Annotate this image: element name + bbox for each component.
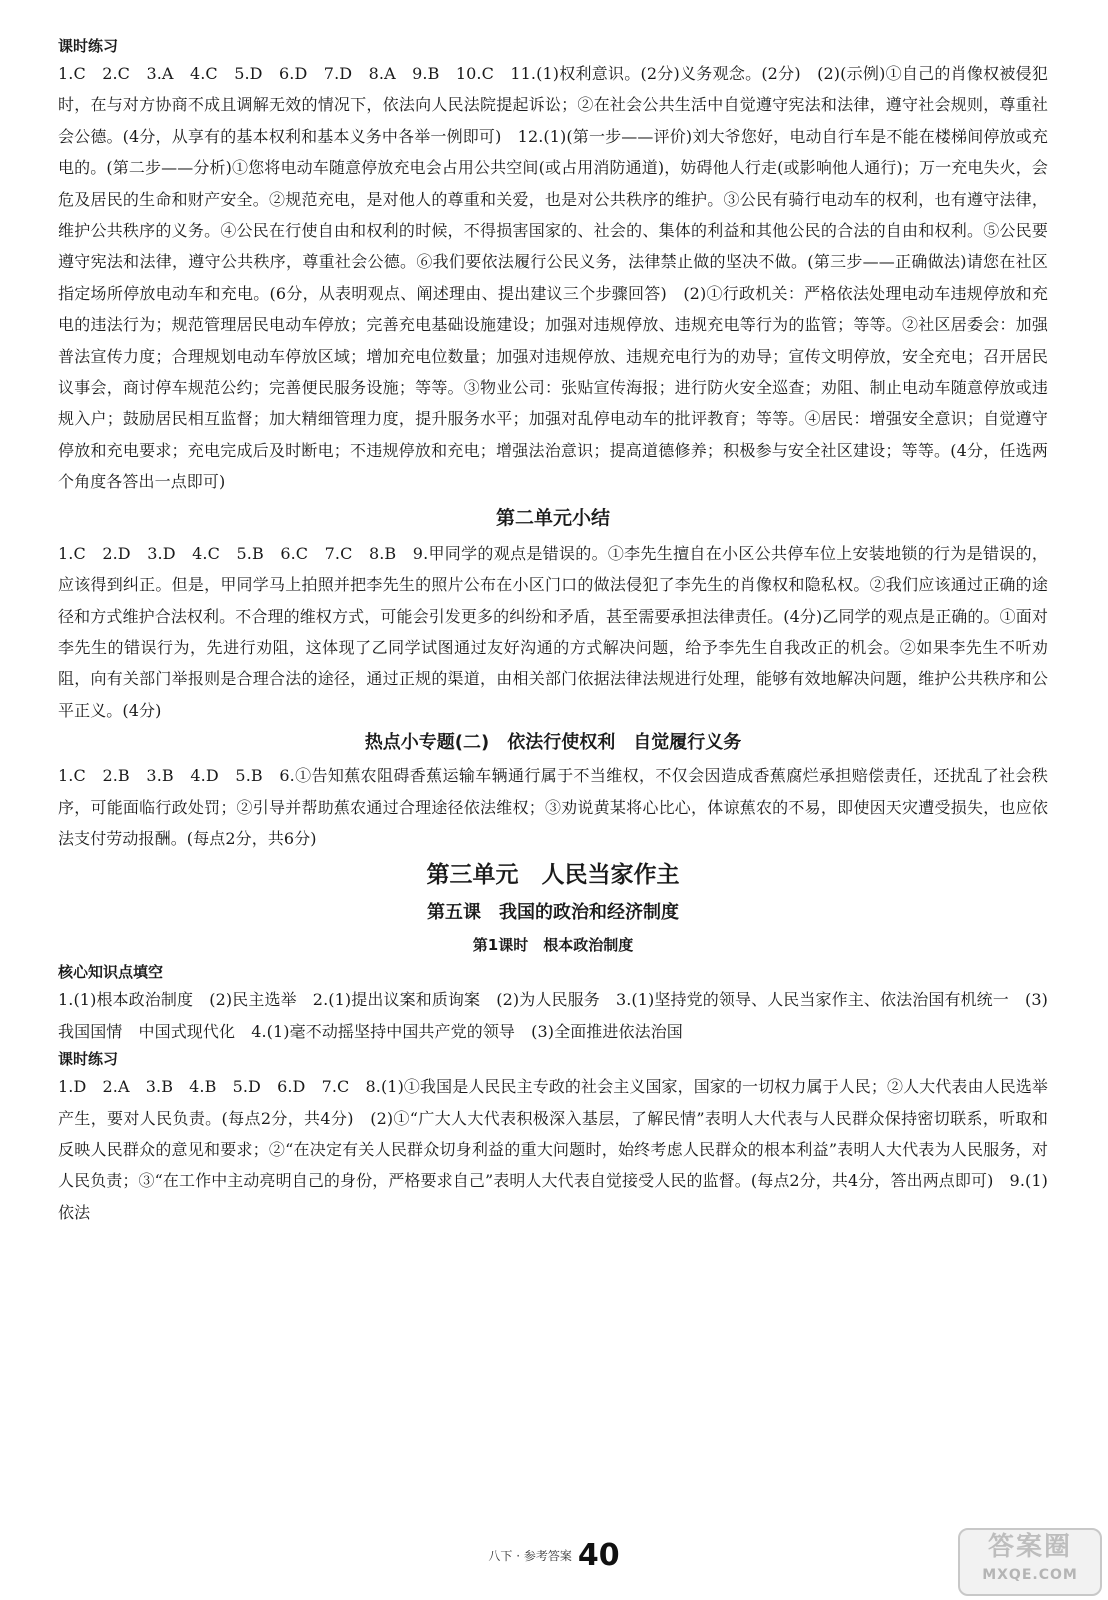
page-footer xyxy=(0,1538,1108,1573)
footer-grade-label: 八下 · 参考答案 xyxy=(488,1549,572,1563)
answer-paragraph: 1.D 2.A 3.B 4.B 5.D 6.D 7.C 8.(1)①我国是人民民主专政的社会主义国家，国家的一切权力属于人民；②人大代表由人民选举产生，要对人民负责。(每点2分，共4分) (2)①“广大人大代表积极深入基层，了解民情”表明人大代表与人民群众保持密切联系，听取和反映人民群众的意见和要求；②“在决定有关人民群众切身利益的重大问题时，始终考虑人民群众的根本利益”表明人大代表为人民服务，对人民负责；③“在工作中主动亮明自己的身份，严格要求自己”表明人大代表自觉接受人民的监督。(每点2分，共4分，答出两点即可) 9.(1)依法 xyxy=(58,1077,1048,1222)
unit-heading: 第三单元 人民当家作主 xyxy=(426,862,680,889)
watermark-logo xyxy=(958,1528,1102,1596)
watermark-logo-text: 答案圈 xyxy=(987,1532,1072,1562)
watermark-domain-text: MXQE.COM xyxy=(982,1567,1078,1583)
unit-summary-heading: 第二单元小结 xyxy=(495,506,610,529)
page-content xyxy=(58,34,1048,1228)
answer-paragraph: 1.(1)根本政治制度 (2)民主选举 2.(1)提出议案和质询案 (2)为人民服务 3.(1)坚持党的领导、人民当家作主、依法治国有机统一 (3)我国国情 中国式现代化 4.(1)毫不动摇坚持中国共产党的领导 (3)全面推进依法治国 xyxy=(58,990,1048,1041)
answer-paragraph: 1.C 2.D 3.D 4.C 5.B 6.C 7.C 8.B 9.甲同学的观点是错误的。①李先生擅自在小区公共停车位上安装地锁的行为是错误的，应该得到纠正。但是，甲同学马上拍照并把李先生的照片公布在小区门口的做法侵犯了李先生的肖像权和隐私权。②我们应该通过正确的途径和方式维护合法权利。不合理的维权方式，可能会引发更多的纠纷和矛盾，甚至需要承担法律责任。(4分)乙同学的观点是正确的。①面对李先生的错误行为，先进行劝阻，这体现了乙同学试图通过友好沟通的方式解决问题，给予李先生自我改正的机会。②如果李先生不听劝阻，向有关部门举报则是合理合法的途径，通过正规的渠道，由相关部门依据法律法规进行处理，能够有效地解决问题，维护公共秩序和公平正义。(4分) xyxy=(58,543,1048,720)
section-label-practice: 课时练习 xyxy=(58,1050,119,1069)
answer-paragraph: 1.C 2.C 3.A 4.C 5.D 6.D 7.D 8.A 9.B 10.C 11.(1)权利意识。(2分)义务观念。(2分) (2)(示例)①自己的肖像权被侵犯时，在与对方协商不成且调解无效的情况下，依法向人民法院提起诉讼；②在社会公共生活中自觉遵守宪法和法律，遵守社会规则，尊重社会公德。(4分，从享有的基本权利和基本义务中各举一例即可) 12.(1)(第一步——评价)刘大爷您好，电动自行车是不能在楼梯间停放或充电的。(第二步——分析)①您将电动车随意停放充电会占用公共空间(或占用消防通道)，妨碍他人行走(或影响他人通行)；万一充电失火，会危及居民的生命和财产安全。②规范充电，是对他人的尊重和关爱，也是对公共秩序的维护。③公民有骑行电动车的权利，也有遵守法律，维护公共秩序的义务。④公民在行使自由和权利的时候，不得损害国家的、社会的、集体的利益和其他公民的合法的自由和权利。⑤公民要遵守宪法和法律，遵守公共秩序，尊重社会公德。⑥我们要依法履行公民义务，法律禁止做的坚决不做。(第三步——正确做法)请您在社区指定场所停放电动车和充电。(6分，从表明观点、阐述理由、提出建议三个步骤回答) (2)①行政机关：严格依法处理电动车违规停放和充电的违法行为；规范管理居民电动车停放；完善充电基础设施建设；加强对违规停放、违规充电等行为的监管；等等。②社区居委会：加强普法宣传力度；合理规划电动车停放区域；增加充电位数量；加强对违规停放、违规充电行为的劝导；宣传文明停放，安全充电；召开居民议事会，商讨停车规范公约；完善便民服务设施；等等。③物业公司：张贴宣传海报；进行防火安全巡查；劝阻、制止电动车随意停放或违规入户；鼓励居民相互监督；加大精细管理力度，提升服务水平；加强对乱停电动车的批评教育；等等。④居民：增强安全意识；自觉遵守停放和充电要求；充电完成后及时断电；不违规停放和充电；增强法治意识；提高道德修养；积极参与安全社区建设；等等。(4分，任选两个角度各答出一点即可) xyxy=(58,64,1048,492)
section-label-core-knowledge: 核心知识点填空 xyxy=(58,963,164,982)
answer-paragraph: 1.C 2.B 3.B 4.D 5.B 6.①告知蕉农阻碍香蕉运输车辆通行属于不当维权，不仅会因造成香蕉腐烂承担赔偿责任，还扰乱了社会秩序，可能面临行政处罚；②引导并帮助蕉农通过合理途径依法维权；③劝说黄某将心比心，体谅蕉农的不易，即使因天灾遭受损失，也应依法支付劳动报酬。(每点2分，共6分) xyxy=(58,766,1048,848)
hot-topic-heading: 热点小专题(二) 依法行使权利 自觉履行义务 xyxy=(364,732,742,754)
section-label-practice: 课时练习 xyxy=(58,37,119,55)
page-number: 40 xyxy=(577,1538,620,1573)
class-period-heading: 第1课时 根本政治制度 xyxy=(472,936,634,955)
lesson-heading: 第五课 我国的政治和经济制度 xyxy=(427,902,679,924)
